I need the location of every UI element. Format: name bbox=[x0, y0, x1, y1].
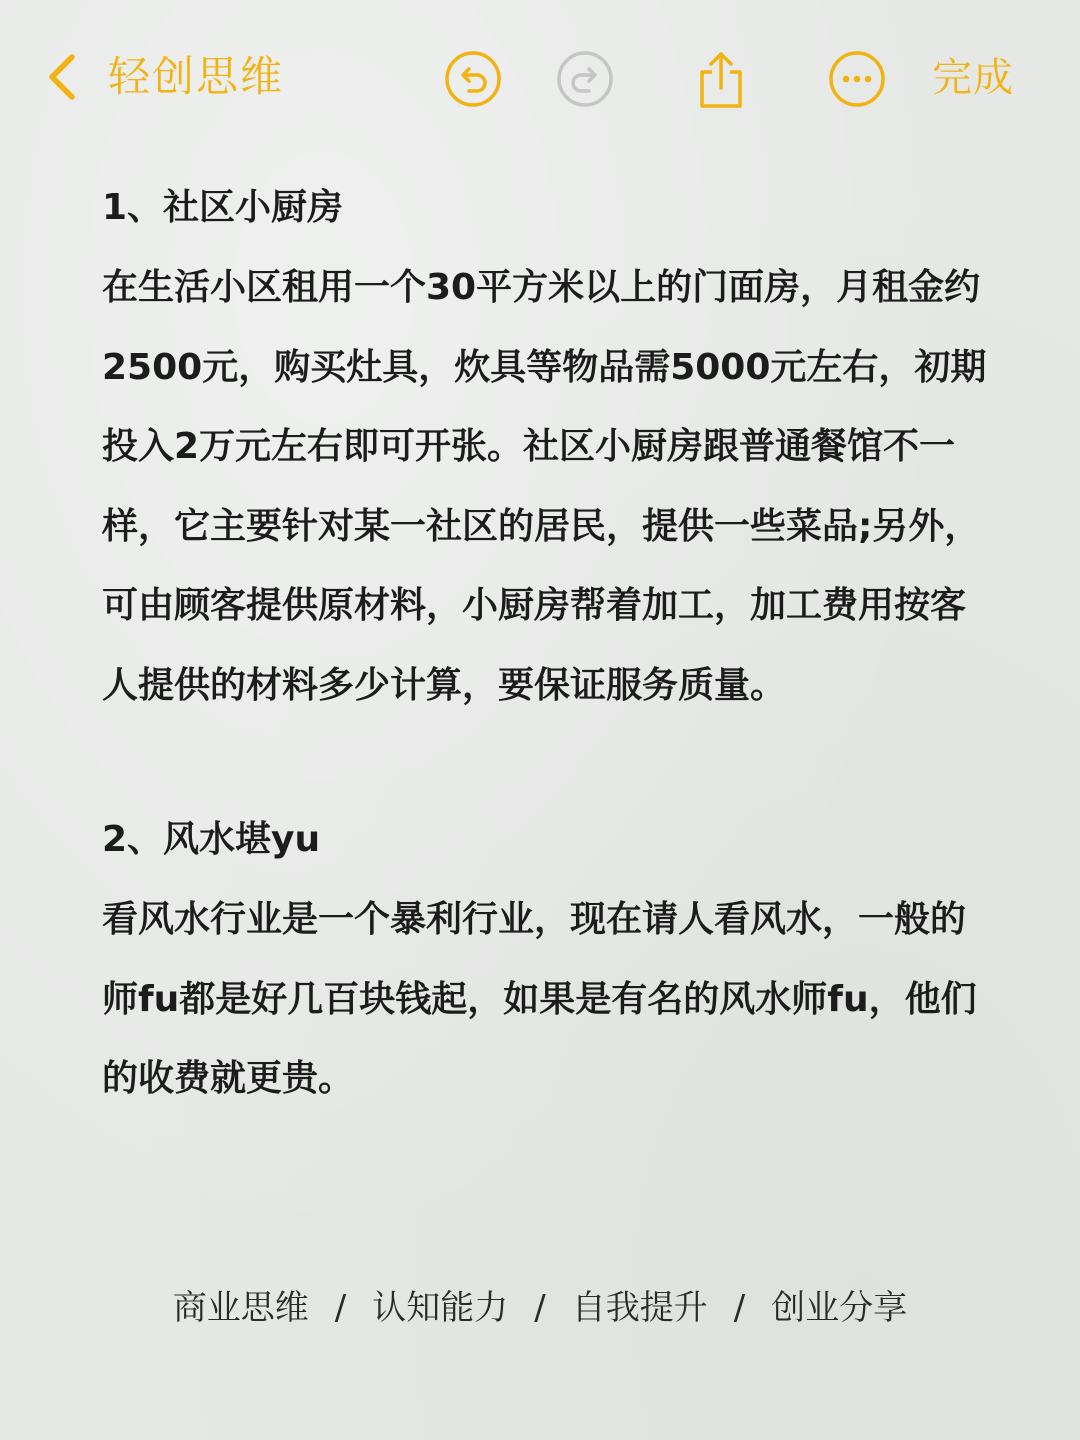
tag-line bbox=[0, 1280, 1080, 1336]
folder-title: 轻创思维 bbox=[108, 52, 285, 101]
undo-button[interactable] bbox=[442, 48, 504, 110]
section-heading: 2、风水堪yu bbox=[102, 819, 321, 860]
done-button[interactable]: 完成 bbox=[932, 50, 1014, 106]
section-paragraph: 在生活小区租用一个30平方米以上的门面房，月租金约2500元，购买灶具，炊具等物品需5000元左右，初期投入2万元左右即可开张。社区小厨房跟普通餐馆不一样，它主要针对某一社区的居民，提供一些菜品;另外，可由顾客提供原材料，小厨房帮着加工，加工费用按客人提供的材料多少计算，要保证服务质量。 bbox=[102, 267, 987, 706]
note-section bbox=[102, 168, 992, 725]
note-body[interactable] bbox=[102, 168, 992, 1119]
tag-separator: / bbox=[733, 1288, 746, 1328]
toolbar bbox=[0, 0, 1080, 150]
more-button[interactable] bbox=[826, 48, 888, 110]
tag: 认知能力 bbox=[372, 1288, 509, 1328]
tag-separator: / bbox=[334, 1288, 347, 1328]
tag: 自我提升 bbox=[571, 1288, 708, 1328]
tag: 创业分享 bbox=[771, 1288, 908, 1328]
tag-separator: / bbox=[534, 1288, 546, 1328]
chevron-left-icon bbox=[42, 49, 82, 105]
share-button[interactable] bbox=[690, 48, 752, 110]
tag: 商业思维 bbox=[172, 1288, 309, 1328]
more-icon bbox=[826, 48, 888, 110]
note-section bbox=[102, 800, 992, 1119]
undo-icon bbox=[442, 48, 504, 110]
redo-button[interactable] bbox=[554, 48, 616, 110]
back-button[interactable] bbox=[42, 46, 284, 108]
redo-icon bbox=[554, 48, 616, 110]
section-paragraph: 看风水行业是一个暴利行业，现在请人看风水，一般的师fu都是好几百块钱起，如果是有名的风水师fu，他们的收费就更贵。 bbox=[102, 899, 977, 1099]
section-heading: 1、社区小厨房 bbox=[102, 187, 344, 228]
share-icon bbox=[690, 48, 752, 110]
